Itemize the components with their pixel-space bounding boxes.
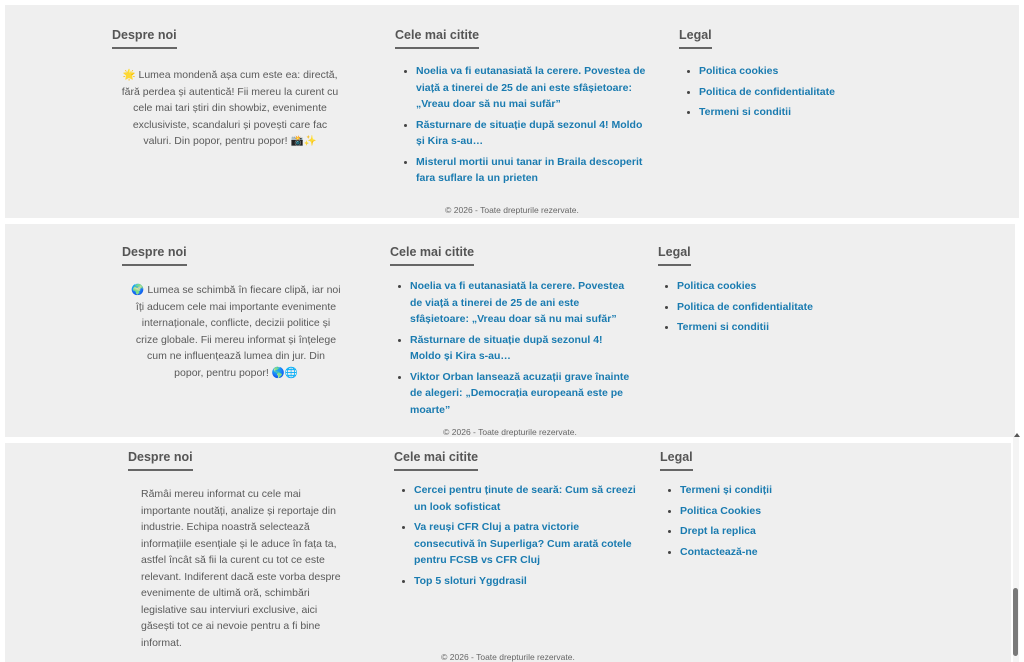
legal-link[interactable]: • Termeni si conditii bbox=[677, 319, 877, 336]
popular-article-link[interactable]: • Noelia va fi eutanasiată la cerere. Povestea de viață a tinerei de 25 de ani este sfâșietoare: „Vreau doar să nu mai sufăr” bbox=[410, 278, 630, 328]
popular-article-link[interactable]: • Va reuși CFR Cluj a patra victorie consecutivă în Superliga? Cum arată cotele pentru FCSB vs CFR Cluj bbox=[414, 519, 639, 569]
legal-heading: Legal bbox=[660, 450, 693, 471]
legal-list bbox=[666, 482, 880, 564]
popular-heading: Cele mai citite bbox=[394, 450, 478, 471]
popular-list bbox=[402, 63, 648, 191]
footer-section-1 bbox=[5, 5, 1019, 218]
about-heading: Despre noi bbox=[112, 28, 177, 49]
legal-heading: Legal bbox=[679, 28, 712, 49]
copyright-text: © 2026 - Toate drepturile rezervate. bbox=[443, 427, 577, 437]
legal-link[interactable]: • Termeni si conditii bbox=[699, 104, 899, 121]
popular-article-link[interactable]: • Răsturnare de situație după sezonul 4! Moldo și Kira s-au… bbox=[416, 117, 648, 150]
legal-list bbox=[685, 63, 899, 125]
popular-list bbox=[396, 278, 630, 422]
about-heading: Despre noi bbox=[128, 450, 193, 471]
legal-link[interactable]: • Politica Cookies bbox=[680, 503, 880, 520]
legal-link[interactable]: • Contactează-ne bbox=[680, 544, 880, 561]
footer-section-2 bbox=[5, 224, 1015, 437]
popular-article-link[interactable]: • Răsturnare de situație după sezonul 4! Moldo și Kira s-au… bbox=[410, 332, 630, 365]
about-heading: Despre noi bbox=[122, 245, 187, 266]
legal-link[interactable]: • Drept la replica bbox=[680, 523, 880, 540]
popular-article-link[interactable]: • Viktor Orban lansează acuzații grave înainte de alegeri: „Democrația europeană este pe moarte” bbox=[410, 369, 630, 419]
legal-heading: Legal bbox=[658, 245, 691, 266]
popular-heading: Cele mai citite bbox=[390, 245, 474, 266]
popular-article-link[interactable]: • Misterul mortii unui tanar in Braila descoperit fara suflare la un prieten bbox=[416, 154, 648, 187]
scrollbar-thumb[interactable] bbox=[1013, 588, 1018, 656]
about-text: 🌟 Lumea mondenă așa cum este ea: directă, fără perdea și autentică! Fii mereu la curent cu cele mai tari știri din showbiz, evenimente exclusiviste, scandaluri și povești care fac valuri. Din popor, pentru popor! 📸✨ bbox=[121, 69, 339, 147]
popular-article-link[interactable]: • Cercei pentru ținute de seară: Cum să creezi un look sofisticat bbox=[414, 482, 639, 515]
legal-link[interactable]: • Politica cookies bbox=[699, 63, 899, 80]
copyright-text: © 2026 - Toate drepturile rezervate. bbox=[445, 205, 579, 215]
copyright-text: © 2026 - Toate drepturile rezervate. bbox=[441, 652, 575, 662]
legal-list bbox=[663, 278, 877, 340]
legal-link[interactable]: • Politica cookies bbox=[677, 278, 877, 295]
scroll-up-arrow-icon[interactable] bbox=[1014, 433, 1020, 437]
popular-article-link[interactable]: • Noelia va fi eutanasiată la cerere. Povestea de viață a tinerei de 25 de ani este sfâșietoare: „Vreau doar să nu mai sufăr” bbox=[416, 63, 648, 113]
popular-article-link[interactable]: • Top 5 sloturi Yggdrasil bbox=[414, 573, 639, 590]
legal-link[interactable]: • Politica de confidentialitate bbox=[677, 299, 877, 316]
about-text: 🌍 Lumea se schimbă în fiecare clipă, iar noi îți aducem cele mai importante evenimente internaționale, conflicte, decizii politice și crize globale. Fii mereu informat și înțelege cum ne influențează lumea din jur. Din popor, pentru popor! 🌎🌐 bbox=[131, 284, 341, 379]
legal-link[interactable]: • Politica de confidentialitate bbox=[699, 84, 899, 101]
footer-section-3 bbox=[5, 443, 1011, 662]
legal-link[interactable]: • Termeni și condiții bbox=[680, 482, 880, 499]
popular-heading: Cele mai citite bbox=[395, 28, 479, 49]
about-text: Rămâi mereu informat cu cele mai importante noutăți, analize și reportaje din industrie. Echipa noastră selectează informațiile esențiale și le aduce în fața ta, astfel încât să fii la curent cu tot ce este relevant. Indiferent dacă este vorba despre evenimente de ultimă oră, schimbări legislative sau interviuri exclusive, aici găsești tot ce ai nevoie pentru a fi bine informat. bbox=[141, 488, 341, 649]
popular-list bbox=[400, 482, 639, 593]
